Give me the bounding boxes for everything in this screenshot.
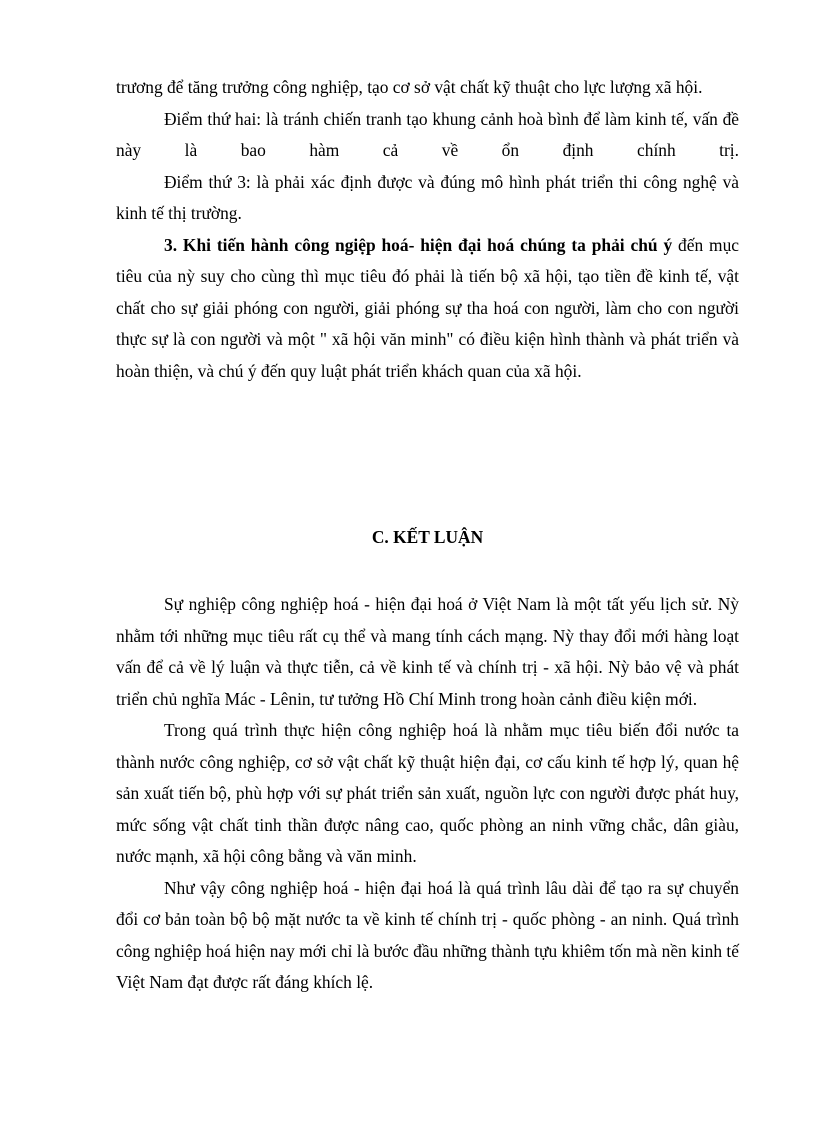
paragraph-point-three: Điểm thứ 3: là phải xác định được và đúng mô hình phát triển thi công nghệ và kinh tế thị trường. xyxy=(116,171,739,223)
paragraph-point-3-goal xyxy=(116,230,739,388)
conclusion-paragraph-1: Sự nghiệp công nghiệp hoá - hiện đại hoá ở Việt Nam là một tất yếu lịch sử. Nỳ nhằm tới những mục tiêu rất cụ thể và mang tính cách mạng. Nỳ thay đổi mới hàng loạt vấn để cả về lý luận và thực tiễn, cả về kinh tế và chính trị - xã hội. Nỳ bảo vệ và phát triển chủ nghĩa Mác - Lênin, tư tưởng Hồ Chí Minh trong hoàn cảnh điều kiện mới. xyxy=(116,594,739,709)
top-section xyxy=(116,72,739,387)
paragraph-continuation: trương để tăng trưởng công nghiệp, tạo cơ sở vật chất kỹ thuật cho lực lượng xã hội. xyxy=(116,77,703,97)
conclusion-section xyxy=(116,589,739,999)
section-heading-conclusion: C. KẾT LUẬN xyxy=(371,527,484,547)
paragraph-point-two: Điểm thứ hai: là tránh chiến tranh tạo khung cảnh hoà bình để làm kinh tế, vấn đề này là bao hàm cả về ổn định chính trị. xyxy=(116,108,739,160)
conclusion-paragraph-3: Như vậy công nghiệp hoá - hiện đại hoá là quá trình lâu dài để tạo ra sự chuyển đổi cơ bản toàn bộ bộ mặt nước ta về kinh tế chính trị - quốc phòng - an ninh. Quá trình công nghiệp hoá hiện nay mới chỉ là bước đầu những thành tựu khiêm tốn mà nền kinh tế Việt Nam đạt được rất đáng khích lệ. xyxy=(116,877,739,992)
paragraph-point-3-rest: đến mục tiêu của nỳ suy cho cùng thì mục tiêu đó phải là tiến bộ xã hội, tạo tiền đề kinh tế, vật chất cho sự giải phóng con người, giải phóng sự tha hoá con người, làm cho con người thực sự là con người và một " xã hội văn minh" có điều kiện hình thành và phát triển và hoàn thiện, và chú ý đến quy luật phát triển khách quan của xã hội. xyxy=(116,234,739,381)
conclusion-paragraph-2: Trong quá trình thực hiện công nghiệp hoá là nhằm mục tiêu biến đổi nước ta thành nước công nghiệp, cơ sở vật chất kỹ thuật hiện đại, cơ cấu kinh tế hợp lý, quan hệ sản xuất tiến bộ, phù hợp với sự phát triển sản xuất, nguồn lực con người được phát huy, mức sống vật chất tinh thần được nâng cao, quốc phòng an ninh vững chắc, dân giàu, nước mạnh, xã hội công bằng và văn minh. xyxy=(116,720,739,866)
bold-lead-sentence: 3. Khi tiến hành công ngiệp hoá- hiện đại hoá chúng ta phải chú ý xyxy=(164,234,673,255)
